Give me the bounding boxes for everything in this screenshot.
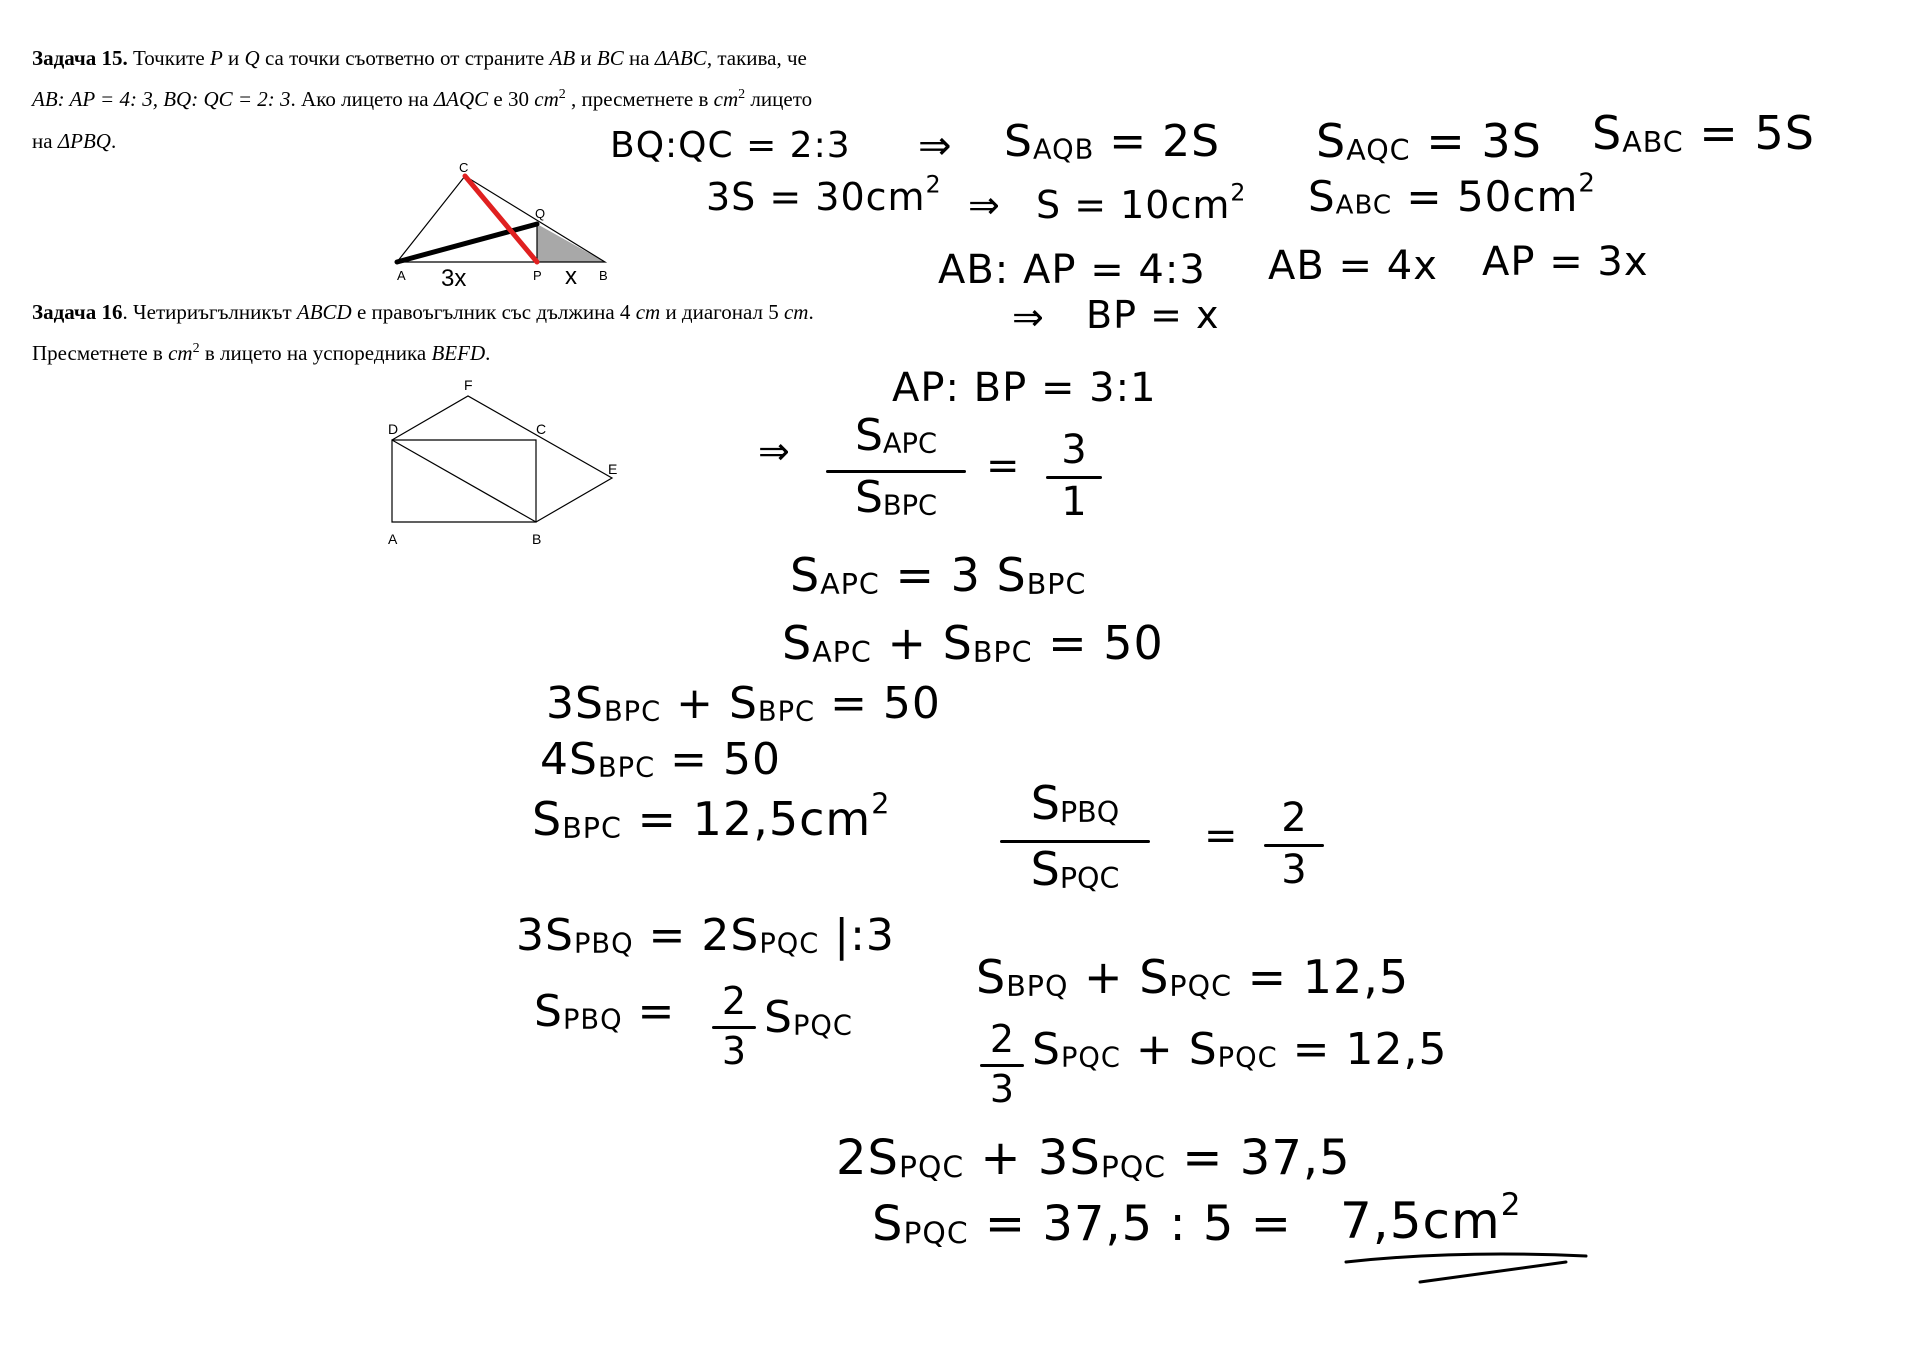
hw-answer: $7,5cm^2$ <box>1340 1186 1522 1250</box>
label-c: C <box>536 421 547 437</box>
hw-bp-x: BP = x <box>1086 293 1220 337</box>
hw-implies-3: ⇒ <box>1012 295 1045 339</box>
hw-implies-4: ⇒ <box>758 429 791 473</box>
hw-bq-qc: BQ:QC = 2:3 <box>610 125 851 166</box>
problem15-line2: AB: AP = 4: 3, BQ: QC = 2: 3. Ако лицето на ΔAQC е 30 $cm^2$ , пресметнете в $cm^2$ лицето <box>32 87 813 111</box>
hw-ab-ap: AB: AP = 4:3 <box>938 247 1206 293</box>
segment-cp <box>465 176 537 262</box>
hw-spbq-tail: $S_{PQC}$ <box>764 992 853 1043</box>
label-f: F <box>464 378 473 393</box>
hw-fraction-apc-bpc: $S_{APC}$ $S_{BPC}$ <box>826 414 966 524</box>
hw-fraction-2-3: 2 3 <box>1264 798 1324 898</box>
hw-ab-4x: AB = 4x <box>1268 243 1438 289</box>
figure-16-rectangle <box>380 378 640 554</box>
hw-sbpq-sum: $S_{BPQ} + S_{PQC} = 12,5$ <box>976 950 1410 1004</box>
hw-implies-2: ⇒ <box>968 183 1001 227</box>
hw-s-aqc: $S_{AQC} = 3S$ <box>1316 114 1542 168</box>
problem16-line2: Пресметнете в $cm^2$ в лицето на успоредника BEFD. <box>32 341 491 365</box>
hw-3s-30: $3S = 30cm^2$ <box>706 170 942 219</box>
hw-sapc-3sbpc: $S_{APC} = 3$ $S_{BPC}$ <box>790 548 1087 602</box>
hw-ap-bp: AP: BP = 3:1 <box>892 365 1157 411</box>
hw-fraction-2-3-c: 2 3 <box>980 1020 1024 1116</box>
label-x: x <box>565 263 577 290</box>
hw-fraction-3-1: 3 1 <box>1046 430 1102 530</box>
hw-sbpc-12-5: $S_{BPC} = 12,5cm^2$ <box>532 787 891 846</box>
hw-spqc-result: $S_{PQC} = 37,5$ : 5 = <box>872 1196 1292 1252</box>
hw-equals-2: = <box>1204 813 1239 859</box>
hw-s-aqb: $S_{AQB} = 2S$ <box>1004 116 1221 167</box>
label-b: B <box>532 531 542 547</box>
hw-spbq-eq: $S_{PBQ}$ = <box>534 986 676 1037</box>
problem15-ratios: AB: AP = 4: 3, BQ: QC = 2: 3 <box>32 87 291 111</box>
label-b: B <box>599 268 608 283</box>
segment-aq <box>397 224 537 262</box>
hw-implies-1: ⇒ <box>918 123 953 169</box>
hw-equals-1: = <box>986 443 1021 489</box>
hw-ap-3x: AP = 3x <box>1482 239 1649 285</box>
hw-fraction-2-3-b: 2 3 <box>712 982 756 1078</box>
label-a: A <box>397 268 406 283</box>
problem15-line3: на ΔPBQ. <box>32 129 117 153</box>
problem16-label: Задача 16 <box>32 300 123 324</box>
problem15-label: Задача 15. <box>32 46 128 70</box>
diagonal-db <box>392 440 536 522</box>
label-q: Q <box>535 206 546 221</box>
label-3x: 3x <box>441 265 467 292</box>
figure-15-triangle <box>385 162 625 294</box>
hw-2spqc-3spqc: $2S_{PQC} + 3S_{PQC} = 37,5$ <box>836 1130 1351 1186</box>
hw-fraction-pbq-pqc: $S_{PBQ}$ $S_{PQC}$ <box>1000 780 1150 900</box>
hw-spqc-sum: $S_{PQC} + S_{PQC} = 12,5$ <box>1032 1024 1448 1075</box>
answer-underline <box>1336 1240 1596 1290</box>
label-c: C <box>459 162 469 175</box>
hw-3spbq: $3S_{PBQ} = 2S_{PQC}$ |:3 <box>516 910 895 961</box>
label-p: P <box>533 268 542 283</box>
hw-s-abc-50: $S_{ABC} = 50cm^2$ <box>1308 168 1596 221</box>
hw-s-abc: $S_{ABC} = 5S$ <box>1592 106 1815 160</box>
label-d: D <box>388 421 399 437</box>
label-a: A <box>388 531 398 547</box>
problem15-line1: Задача 15. Точките P и Q са точки съответно от страните AB и BC на ΔABC, такива, че <box>32 46 807 70</box>
hw-3sbpc-sum: $3S_{BPC} + S_{BPC} = 50$ <box>546 678 941 729</box>
hw-s-10: $S = 10cm^2$ <box>1036 178 1247 227</box>
problem16-line1: Задача 16. Четириъгълникът ABCD е правоъгълник със дължина 4 cm и диагонал 5 cm. <box>32 300 814 324</box>
label-e: E <box>608 461 618 477</box>
hw-4sbpc: $4S_{BPC} = 50$ <box>540 734 781 785</box>
hw-sum-apc-bpc: $S_{APC} + S_{BPC} = 50$ <box>782 616 1164 670</box>
